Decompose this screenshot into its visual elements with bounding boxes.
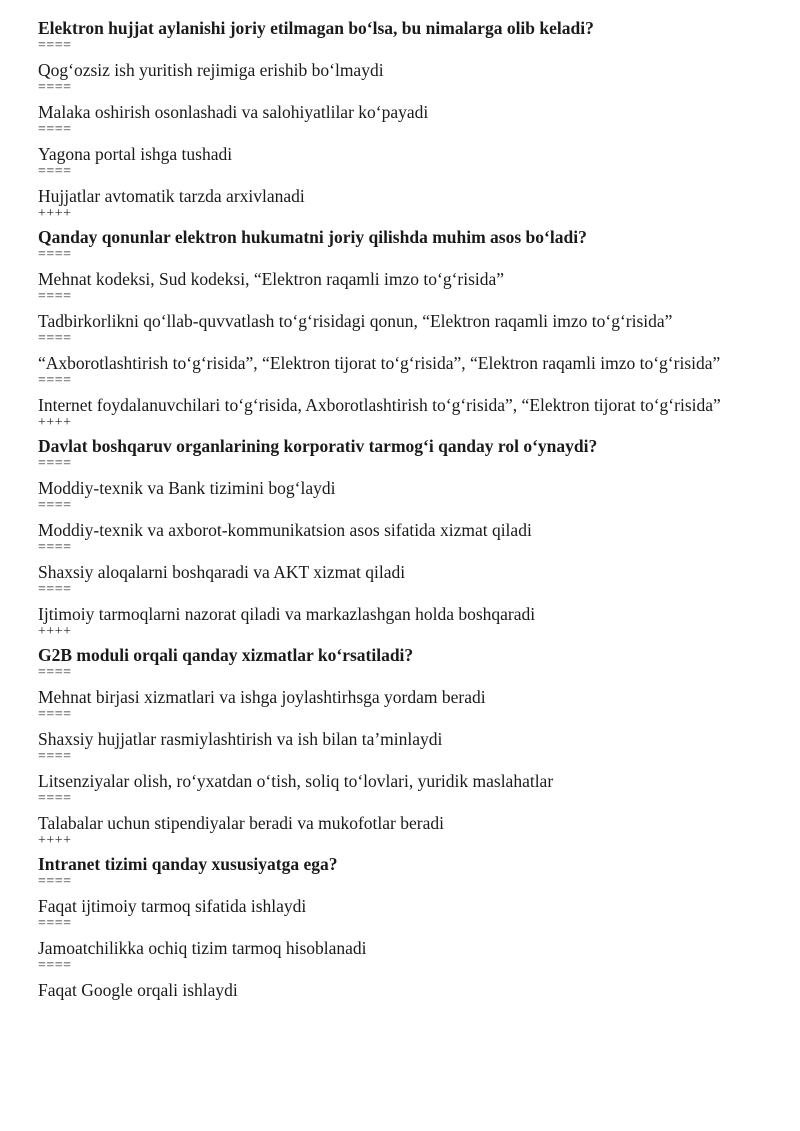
question-end-marker: ++++ — [38, 833, 72, 848]
test-document — [38, 17, 758, 1001]
question-block — [38, 17, 758, 220]
answer-option: Tadbirkorlikni qo‘llab-quvvatlash to‘g‘risidagi qonun, “Elektron raqamli imzo to‘g‘risida” — [38, 311, 673, 331]
answer-option: Hujjatlar avtomatik tarzda arxivlanadi — [38, 186, 305, 206]
answer-separator: ==== — [38, 749, 72, 764]
answer-option: Litsenziyalar olish, ro‘yxatdan o‘tish, soliq to‘lovlari, yuridik maslahatlar — [38, 771, 554, 791]
answer-option: Mehnat kodeksi, Sud kodeksi, “Elektron raqamli imzo to‘g‘risida” — [38, 269, 505, 289]
question-text: Qanday qonunlar elektron hukumatni joriy qilishda muhim asos bo‘ladi? — [38, 227, 587, 247]
answer-separator: ==== — [38, 289, 72, 304]
answer-separator: ==== — [38, 665, 72, 680]
answer-option: Mehnat birjasi xizmatlari va ishga joylashtirhsga yordam beradi — [38, 687, 486, 707]
answer-separator: ==== — [38, 498, 72, 513]
answer-separator: ==== — [38, 38, 72, 53]
answer-option: Malaka oshirish osonlashadi va salohiyatlilar ko‘payadi — [38, 102, 429, 122]
answer-separator: ==== — [38, 540, 72, 555]
answer-separator: ==== — [38, 373, 72, 388]
answer-option: Ijtimoiy tarmoqlarni nazorat qiladi va markazlashgan holda boshqaradi — [38, 604, 536, 624]
answer-option: Shaxsiy hujjatlar rasmiylashtirish va ish bilan ta’minlaydi — [38, 729, 443, 749]
answer-separator: ==== — [38, 122, 72, 137]
question-end-marker: ++++ — [38, 206, 72, 221]
answer-option: Talabalar uchun stipendiyalar beradi va mukofotlar beradi — [38, 813, 444, 833]
answer-option: Moddiy-texnik va Bank tizimini bog‘laydi — [38, 478, 336, 498]
answer-option: Jamoatchilikka ochiq tizim tarmoq hisoblanadi — [38, 938, 367, 958]
answer-option: Internet foydalanuvchilari to‘g‘risida, Axborotlashtirish to‘g‘risida”, “Elektron tijorat to‘g‘risida” — [38, 395, 721, 415]
answer-separator: ==== — [38, 80, 72, 95]
answer-option: Yagona portal ishga tushadi — [38, 144, 233, 164]
answer-separator: ==== — [38, 791, 72, 806]
answer-separator: ==== — [38, 916, 72, 931]
answer-separator: ==== — [38, 247, 72, 262]
answer-option: “Axborotlashtirish to‘g‘risida”, “Elektron tijorat to‘g‘risida”, “Elektron raqamli imzo to‘g‘risida” — [38, 353, 721, 373]
answer-option: Faqat ijtimoiy tarmoq sifatida ishlaydi — [38, 896, 307, 916]
answer-option: Moddiy-texnik va axborot-kommunikatsion asos sifatida xizmat qiladi — [38, 520, 532, 540]
question-text: Davlat boshqaruv organlarining korporativ tarmog‘i qanday rol o‘ynaydi? — [38, 436, 598, 456]
question-text: Intranet tizimi qanday xususiyatga ega? — [38, 854, 338, 874]
question-end-marker: ++++ — [38, 415, 72, 430]
answer-option: Faqat Google orqali ishlaydi — [38, 980, 238, 1000]
question-text: Elektron hujjat aylanishi joriy etilmagan bo‘lsa, bu nimalarga olib keladi? — [38, 18, 594, 38]
question-block — [38, 435, 758, 638]
question-block — [38, 644, 758, 847]
answer-separator: ==== — [38, 958, 72, 973]
question-block — [38, 226, 758, 429]
answer-separator: ==== — [38, 582, 72, 597]
answer-separator: ==== — [38, 164, 72, 179]
answer-separator: ==== — [38, 456, 72, 471]
answer-separator: ==== — [38, 331, 72, 346]
answer-separator: ==== — [38, 707, 72, 722]
answer-option: Shaxsiy aloqalarni boshqaradi va AKT xizmat qiladi — [38, 562, 406, 582]
answer-option: Qog‘ozsiz ish yuritish rejimiga erishib bo‘lmaydi — [38, 60, 384, 80]
answer-separator: ==== — [38, 874, 72, 889]
question-end-marker: ++++ — [38, 624, 72, 639]
question-text: G2B moduli orqali qanday xizmatlar ko‘rsatiladi? — [38, 645, 414, 665]
question-block — [38, 853, 758, 1001]
